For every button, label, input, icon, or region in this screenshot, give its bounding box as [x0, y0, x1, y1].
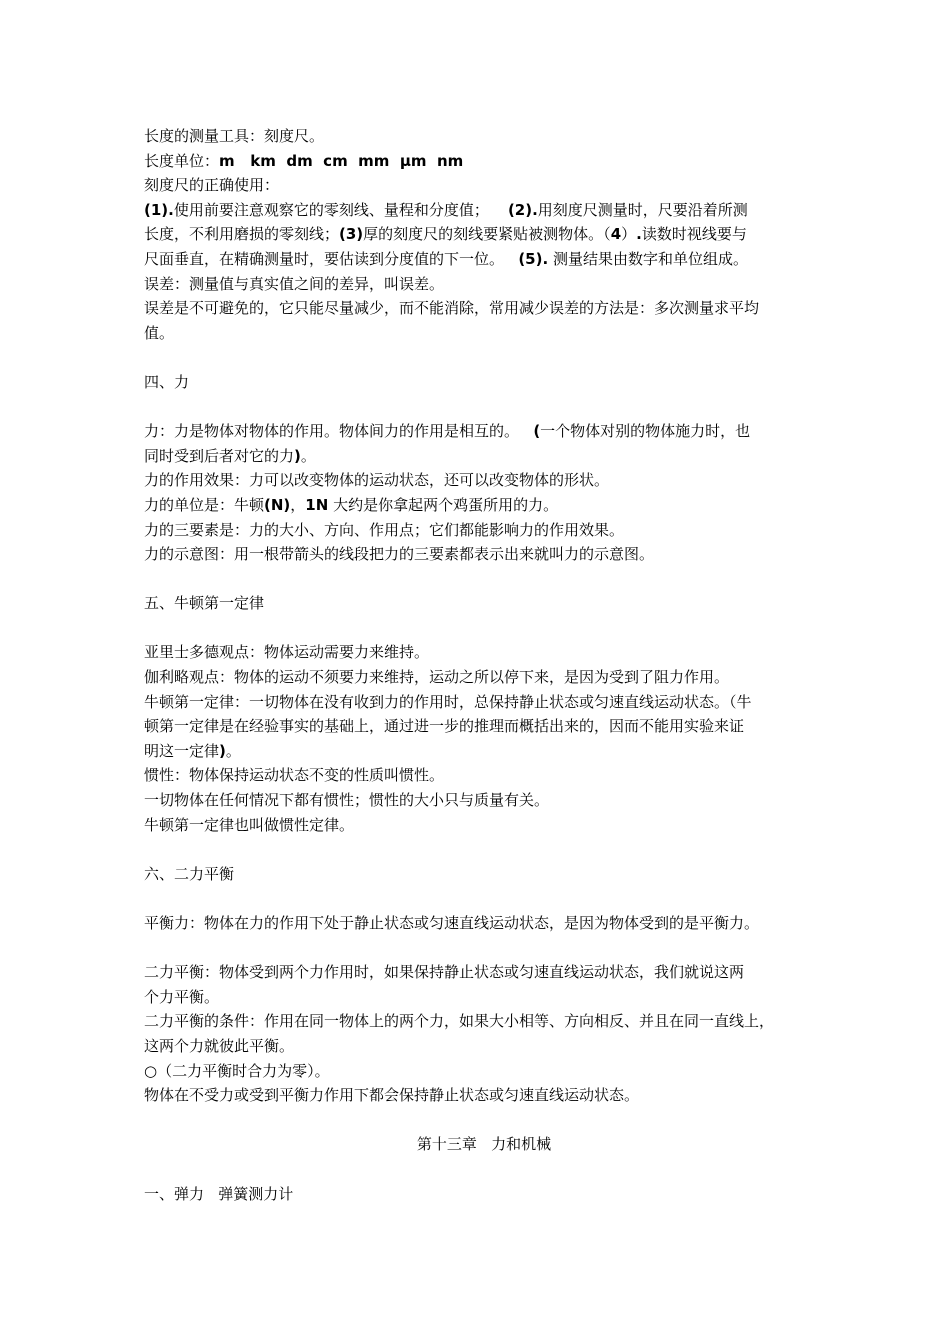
text-run: 平衡力：物体在力的作用下处于静止状态或匀速直线运动状态，是因为物体受到的是平衡力。 — [144, 914, 760, 932]
text-line — [144, 247, 824, 272]
text-run: 一切物体在任何情况下都有惯性；惯性的大小只与质量有关。 — [144, 791, 550, 810]
text-run: 这两个力就彼此平衡。 — [144, 1036, 295, 1055]
text-run: 读数时视线要与 — [641, 225, 747, 244]
text-run: 同时受到后者对它的力 — [144, 446, 295, 465]
text-run: (3) — [339, 225, 364, 244]
text-run: 长度，不利用磨损的零刻线； — [144, 225, 340, 244]
text-line — [144, 370, 824, 395]
text-run: 尺面垂直，在精确测量时，要估读到分度值的下一位。 — [144, 249, 519, 268]
text-run: (2). — [507, 200, 538, 219]
text-run: 五、牛顿第一定律 — [144, 594, 265, 613]
text-run: 一、弹力 弹簧测力计 — [144, 1184, 294, 1203]
text-run: 值。 — [144, 323, 175, 342]
text-run: ， — [290, 495, 306, 514]
text-run: (N) — [264, 495, 291, 514]
text-run: 力的单位是：牛顿 — [144, 495, 265, 514]
blank-line — [144, 837, 824, 862]
text-run: ○（二力平衡时合力为零）。 — [144, 1061, 330, 1080]
text-line — [144, 222, 824, 247]
blank-line — [144, 395, 824, 420]
document-page — [144, 124, 824, 1206]
text-run: ( — [533, 422, 541, 441]
text-run: 四、力 — [144, 372, 190, 391]
text-run: ) — [219, 741, 226, 760]
text-run: 误差：测量值与真实值之间的差异，叫误差。 — [144, 274, 445, 293]
text-run: ) — [294, 446, 301, 465]
text-run: 长度的测量工具：刻度尺。 — [144, 127, 325, 145]
blank-line — [144, 936, 824, 961]
text-run: 力的三要素是：力的大小、方向、作用点；它们都能影响力的作用效果。 — [144, 520, 625, 539]
text-line — [144, 198, 824, 223]
text-line — [144, 518, 824, 543]
text-line — [144, 591, 824, 616]
text-run: 物体在不受力或受到平衡力作用下都会保持静止状态或匀速直线运动状态。 — [144, 1086, 640, 1105]
text-run: 。 — [225, 741, 241, 760]
text-run: 个力平衡。 — [144, 987, 220, 1006]
blank-line — [144, 567, 824, 592]
text-line — [144, 149, 824, 174]
text-line — [144, 862, 824, 887]
text-run: 力：力是物体对物体的作用。物体间力的作用是相互的。 — [144, 422, 534, 441]
text-run: 厚的刻度尺的刻线要紧贴被测物体。（ — [363, 225, 611, 244]
text-line — [144, 493, 824, 518]
text-line — [144, 1083, 824, 1108]
text-line — [144, 468, 824, 493]
text-run: 二力平衡的条件：作用在同一物体上的两个力，如果大小相等、方向相反、并且在同一直线上， — [144, 1012, 775, 1031]
text-run: 刻度尺的正确使用： — [144, 176, 280, 195]
text-line — [144, 788, 824, 813]
text-run: 力的作用效果：力可以改变物体的运动状态，还可以改变物体的形状。 — [144, 471, 610, 490]
text-run: 伽利略观点：物体的运动不须要力来维持，运动之所以停下来，是因为受到了阻力作用。 — [144, 668, 730, 687]
text-run: (1). — [144, 200, 174, 219]
text-run: 二力平衡：物体受到两个力作用时，如果保持静止状态或匀速直线运动状态，我们就说这两 — [144, 963, 745, 982]
text-run: 误差是不可避免的，它只能尽量减少，而不能消除，常用减少误差的方法是：多次测量求平均 — [144, 299, 760, 318]
text-line — [144, 272, 824, 297]
text-run: 牛顿第一定律：一切物体在没有收到力的作用时，总保持静止状态或匀速直线运动状态。（牛 — [144, 692, 752, 711]
text-run: 一个物体对别的物体施力时，也 — [540, 422, 751, 441]
chapter-heading — [144, 1132, 824, 1157]
text-line — [144, 665, 824, 690]
text-run: 六、二力平衡 — [144, 864, 235, 883]
text-line — [144, 1059, 824, 1084]
text-line — [144, 173, 824, 198]
text-line — [144, 714, 824, 739]
blank-line — [144, 345, 824, 370]
text-line — [144, 1034, 824, 1059]
text-line — [144, 419, 824, 444]
blank-line — [144, 1157, 824, 1182]
text-line — [144, 1009, 824, 1034]
text-run: 测量结果由数字和单位组成。 — [548, 249, 748, 268]
text-run: 使用前要注意观察它的零刻线、量程和分度值； — [173, 200, 508, 219]
text-line — [144, 640, 824, 665]
text-run: 明这一定律 — [144, 741, 220, 760]
text-run: 顿第一定律是在经验事实的基础上，通过进一步的推理而概括出来的，因而不能用实验来证 — [144, 717, 745, 736]
text-run: 用刻度尺测量时，尺要沿着所测 — [537, 200, 748, 219]
text-line — [144, 739, 824, 764]
text-line — [144, 542, 824, 567]
text-line — [144, 763, 824, 788]
text-run: 。 — [300, 446, 316, 465]
text-line — [144, 1182, 824, 1207]
blank-line — [144, 886, 824, 911]
blank-line — [144, 1108, 824, 1133]
text-line — [144, 911, 824, 936]
text-line — [144, 985, 824, 1010]
text-line — [144, 444, 824, 469]
text-run: 大约是你拿起两个鸡蛋所用的力。 — [328, 495, 559, 514]
text-run: ） — [621, 225, 637, 244]
text-line — [144, 296, 824, 321]
text-run: 长度单位： — [144, 151, 220, 170]
text-run: (5). — [518, 249, 549, 268]
text-line — [144, 813, 824, 838]
text-line — [144, 960, 824, 985]
text-line — [144, 321, 824, 346]
text-run: 牛顿第一定律也叫做惯性定律。 — [144, 815, 355, 834]
text-run: 亚里士多德观点：物体运动需要力来维持。 — [144, 643, 430, 662]
text-run: m km dm cm mm μm nm — [219, 151, 464, 170]
text-run: 惯性：物体保持运动状态不变的性质叫惯性。 — [144, 766, 445, 785]
text-line — [144, 124, 824, 149]
blank-line — [144, 616, 824, 641]
text-line — [144, 690, 824, 715]
text-run: . — [636, 225, 642, 244]
text-run: 4 — [610, 225, 622, 244]
text-run: 1N — [305, 495, 329, 514]
text-run: 第十三章 力和机械 — [416, 1135, 552, 1154]
text-run: 力的示意图：用一根带箭头的线段把力的三要素都表示出来就叫力的示意图。 — [144, 545, 655, 564]
